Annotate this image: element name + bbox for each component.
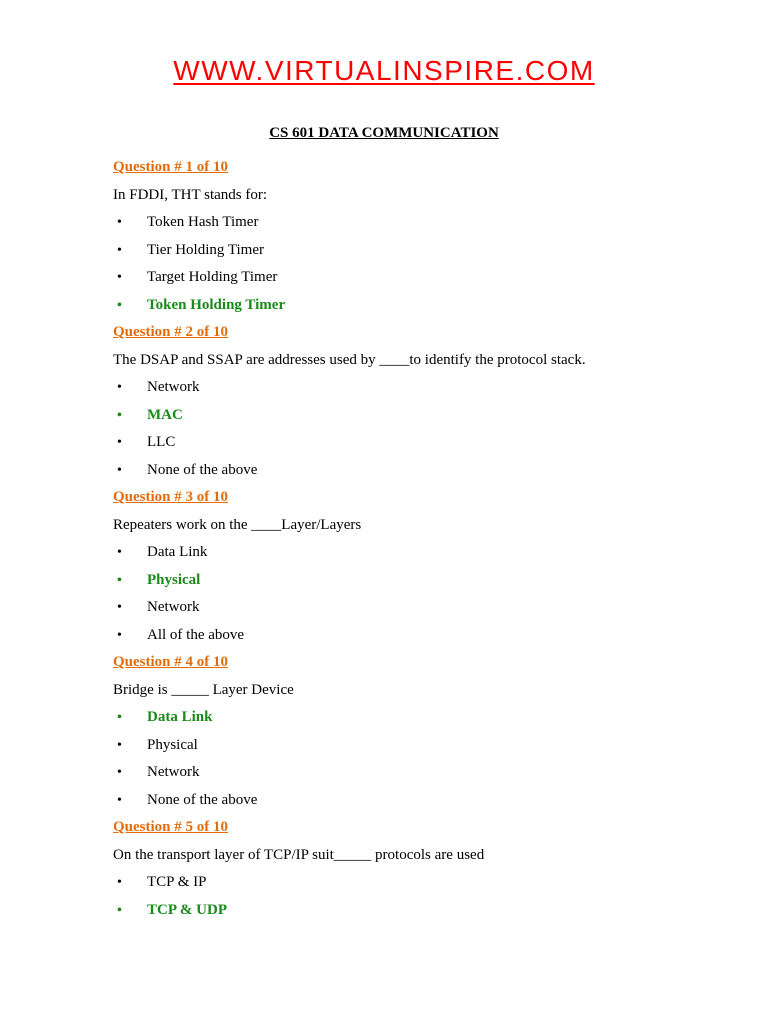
answer-option xyxy=(113,374,733,402)
answer-option xyxy=(113,759,733,787)
option-label: Token Holding Timer xyxy=(147,296,286,313)
answer-option xyxy=(113,869,733,897)
option-label: MAC xyxy=(147,406,183,423)
bullet-icon: • xyxy=(117,462,122,478)
bullet-icon: • xyxy=(117,875,122,890)
answer-option xyxy=(113,622,733,650)
bullet-icon: • xyxy=(117,710,122,725)
option-label: Tier Holding Timer xyxy=(147,241,264,258)
question-prompt: Bridge is _____ Layer Device xyxy=(113,681,294,698)
option-label: Network xyxy=(147,764,200,780)
bullet-icon: • xyxy=(117,627,122,643)
site-title: WWW.VIRTUALINSPIRE.COM xyxy=(173,55,595,86)
answer-option xyxy=(113,402,733,430)
question-heading: Question # 1 of 10 xyxy=(113,159,229,175)
bullet-icon: • xyxy=(117,902,122,918)
bullet-icon: • xyxy=(117,407,122,423)
option-label: Data Link xyxy=(147,709,213,725)
answer-option xyxy=(113,567,733,595)
bullet-icon: • xyxy=(117,737,122,753)
bullet-icon: • xyxy=(117,545,122,560)
option-label: Physical xyxy=(147,571,201,588)
question-prompt: In FDDI, THT stands for: xyxy=(113,186,268,203)
question-list xyxy=(113,154,733,924)
option-label: TCP & IP xyxy=(147,874,207,890)
option-label: Physical xyxy=(147,736,198,753)
question-prompt: Repeaters work on the ____Layer/Layers xyxy=(113,516,362,533)
answer-option xyxy=(113,594,733,622)
answer-option xyxy=(113,704,733,732)
bullet-icon: • xyxy=(117,270,122,285)
option-label: Network xyxy=(147,379,200,395)
bullet-icon: • xyxy=(117,215,122,230)
bullet-icon: • xyxy=(117,297,122,313)
option-label: Data Link xyxy=(147,544,208,560)
option-label: Target Holding Timer xyxy=(147,269,278,285)
option-label: All of the above xyxy=(147,626,245,643)
option-label: TCP & UDP xyxy=(147,901,227,918)
answer-option xyxy=(113,897,733,925)
option-label: Token Hash Timer xyxy=(147,214,259,230)
answer-option xyxy=(113,292,733,320)
bullet-icon: • xyxy=(117,600,122,615)
bullet-icon: • xyxy=(117,792,122,808)
question-heading: Question # 3 of 10 xyxy=(113,489,229,505)
answer-option xyxy=(113,209,733,237)
answer-option xyxy=(113,237,733,265)
bullet-icon: • xyxy=(117,242,122,258)
option-label: None of the above xyxy=(147,791,258,808)
question-heading: Question # 5 of 10 xyxy=(113,819,229,835)
answer-option xyxy=(113,429,733,457)
option-label: None of the above xyxy=(147,461,258,478)
bullet-icon: • xyxy=(117,572,122,588)
option-label: LLC xyxy=(147,434,176,450)
question-prompt: The DSAP and SSAP are addresses used by ____to identify the protocol stack. xyxy=(113,351,586,368)
answer-option xyxy=(113,539,733,567)
bullet-icon: • xyxy=(117,765,122,780)
question-heading: Question # 4 of 10 xyxy=(113,654,229,670)
bullet-icon: • xyxy=(117,380,122,395)
answer-option xyxy=(113,732,733,760)
answer-option xyxy=(113,264,733,292)
option-label: Network xyxy=(147,599,200,615)
course-title: CS 601 DATA COMMUNICATION xyxy=(269,125,499,141)
answer-option xyxy=(113,787,733,815)
question-prompt: On the transport layer of TCP/IP suit_____ protocols are used xyxy=(113,846,485,863)
question-heading: Question # 2 of 10 xyxy=(113,324,229,340)
answer-option xyxy=(113,457,733,485)
bullet-icon: • xyxy=(117,435,122,450)
